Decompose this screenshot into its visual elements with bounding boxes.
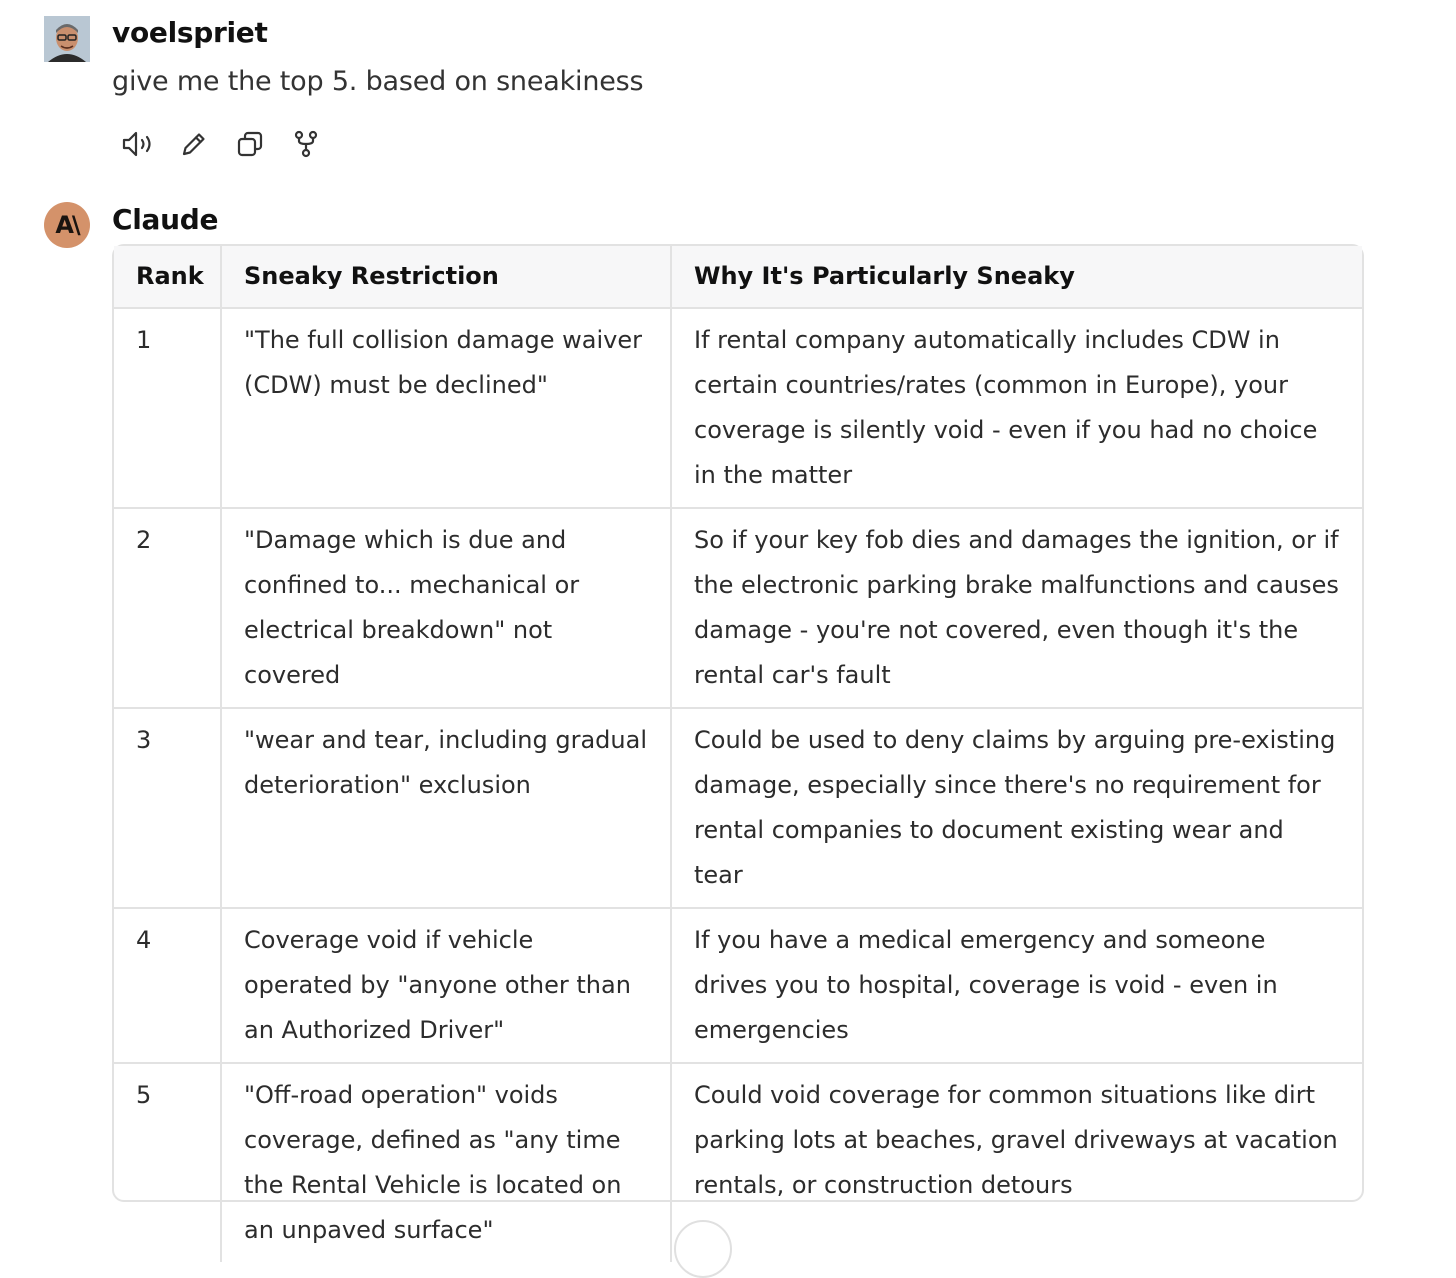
header-rank: Rank	[114, 246, 221, 308]
why-cell: If you have a medical emergency and someone drives you to hospital, coverage is void - even in emergencies	[671, 908, 1362, 1063]
rank-cell: 1	[114, 308, 221, 508]
restriction-cell: "Off-road operation" voids coverage, defined as "any time the Rental Vehicle is located on an unpaved surface"	[221, 1063, 671, 1262]
branch-button[interactable]	[284, 124, 328, 164]
table-header-row	[114, 246, 1362, 308]
copy-icon	[235, 129, 265, 159]
header-restriction: Sneaky Restriction	[221, 246, 671, 308]
scroll-down-button[interactable]	[674, 1220, 732, 1278]
sneakiness-table	[112, 244, 1364, 1244]
user-message-text: give me the top 5. based on sneakiness	[112, 66, 644, 97]
claude-logo-text: A\	[55, 211, 79, 239]
user-name: voelspriet	[112, 16, 268, 49]
restriction-cell: Coverage void if vehicle operated by "anyone other than an Authorized Driver"	[221, 908, 671, 1063]
edit-button[interactable]	[172, 124, 216, 164]
table-row	[114, 508, 1362, 708]
rank-cell: 4	[114, 908, 221, 1063]
user-avatar[interactable]	[44, 16, 90, 62]
speaker-icon	[120, 129, 156, 159]
table-row	[114, 1063, 1362, 1262]
assistant-name: Claude	[112, 203, 219, 236]
restriction-cell: "Damage which is due and confined to... mechanical or electrical breakdown" not covered	[221, 508, 671, 708]
copy-button[interactable]	[228, 124, 272, 164]
why-cell: Could void coverage for common situations like dirt parking lots at beaches, gravel driveways at vacation rentals, or construction detours	[694, 1081, 1338, 1199]
claude-avatar	[44, 202, 90, 248]
rank-cell: 3	[114, 708, 221, 908]
why-cell: Could be used to deny claims by arguing pre-existing damage, especially since there's no requirement for rental companies to document existing wear and tear	[671, 708, 1362, 908]
rank-cell: 5	[114, 1063, 221, 1262]
pencil-icon	[179, 129, 209, 159]
table-row	[114, 708, 1362, 908]
header-why: Why It's Particularly Sneaky	[671, 246, 1362, 308]
branch-icon	[291, 129, 321, 159]
restriction-cell: "wear and tear, including gradual deterioration" exclusion	[221, 708, 671, 908]
read-aloud-button[interactable]	[116, 124, 160, 164]
rank-cell: 2	[114, 508, 221, 708]
table-row	[114, 308, 1362, 508]
table-row	[114, 908, 1362, 1063]
why-cell: If rental company automatically includes CDW in certain countries/rates (common in Europe), your coverage is silently void - even if you had no choice in the matter	[671, 308, 1362, 508]
why-cell: So if your key fob dies and damages the ignition, or if the electronic parking brake malfunctions and causes damage - you're not covered, even though it's the rental car's fault	[671, 508, 1362, 708]
restriction-cell: "The full collision damage waiver (CDW) must be declined"	[221, 308, 671, 508]
